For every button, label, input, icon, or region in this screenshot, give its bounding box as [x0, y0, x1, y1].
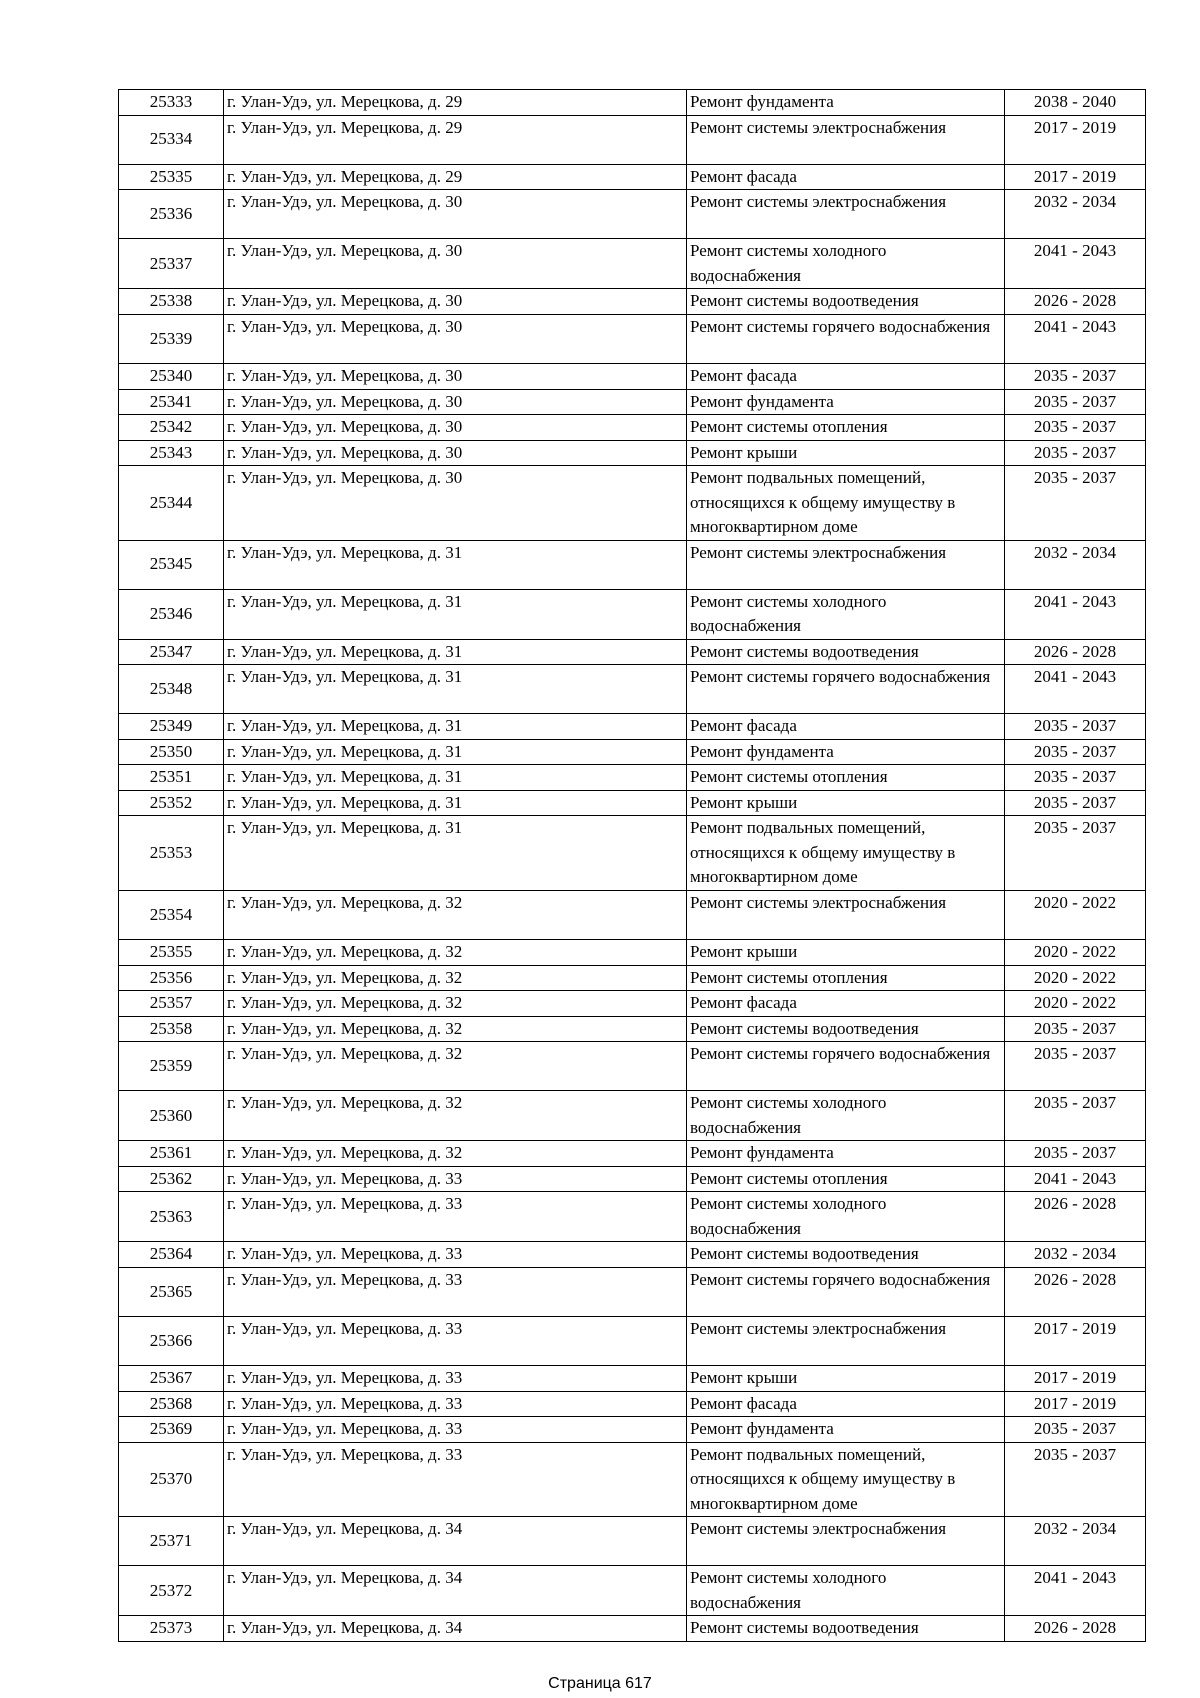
row-number: 25359: [119, 1042, 224, 1091]
row-address: г. Улан-Удэ, ул. Мерецкова, д. 31: [224, 790, 687, 816]
row-years: 2020 - 2022: [1005, 890, 1146, 939]
row-years: 2035 - 2037: [1005, 1042, 1146, 1091]
row-address: г. Улан-Удэ, ул. Мерецкова, д. 34: [224, 1616, 687, 1642]
row-address: г. Улан-Удэ, ул. Мерецкова, д. 33: [224, 1317, 687, 1366]
row-number: 25342: [119, 415, 224, 441]
row-address: г. Улан-Удэ, ул. Мерецкова, д. 33: [224, 1192, 687, 1242]
row-number: 25363: [119, 1192, 224, 1242]
row-address: г. Улан-Удэ, ул. Мерецкова, д. 32: [224, 940, 687, 966]
row-years: 2032 - 2034: [1005, 1517, 1146, 1566]
row-address: г. Улан-Удэ, ул. Мерецкова, д. 30: [224, 389, 687, 415]
row-work-type: Ремонт фасада: [687, 991, 1005, 1017]
table-row: [119, 790, 1146, 816]
row-address: г. Улан-Удэ, ул. Мерецкова, д. 31: [224, 540, 687, 589]
table-row: [119, 239, 1146, 289]
row-number: 25343: [119, 440, 224, 466]
row-work-type: Ремонт системы водоотведения: [687, 1016, 1005, 1042]
table-row: [119, 890, 1146, 939]
table-row: [119, 1141, 1146, 1167]
row-work-type: Ремонт системы отопления: [687, 765, 1005, 791]
row-address: г. Улан-Удэ, ул. Мерецкова, д. 32: [224, 1091, 687, 1141]
row-work-type: Ремонт фасада: [687, 164, 1005, 190]
row-work-type: Ремонт фундамента: [687, 739, 1005, 765]
row-years: 2035 - 2037: [1005, 1016, 1146, 1042]
table-row: [119, 665, 1146, 714]
row-number: 25358: [119, 1016, 224, 1042]
row-address: г. Улан-Удэ, ул. Мерецкова, д. 32: [224, 1141, 687, 1167]
row-work-type: Ремонт фундамента: [687, 1141, 1005, 1167]
row-years: 2035 - 2037: [1005, 765, 1146, 791]
table-row: [119, 415, 1146, 441]
row-address: г. Улан-Удэ, ул. Мерецкова, д. 34: [224, 1566, 687, 1616]
row-address: г. Улан-Удэ, ул. Мерецкова, д. 32: [224, 991, 687, 1017]
row-number: 25340: [119, 364, 224, 390]
row-address: г. Улан-Удэ, ул. Мерецкова, д. 30: [224, 364, 687, 390]
row-years: 2026 - 2028: [1005, 1616, 1146, 1642]
row-address: г. Улан-Удэ, ул. Мерецкова, д. 33: [224, 1267, 687, 1316]
row-address: г. Улан-Удэ, ул. Мерецкова, д. 31: [224, 714, 687, 740]
row-years: 2026 - 2028: [1005, 1192, 1146, 1242]
row-address: г. Улан-Удэ, ул. Мерецкова, д. 31: [224, 639, 687, 665]
table-row: [119, 1267, 1146, 1316]
table-row: [119, 1091, 1146, 1141]
row-address: г. Улан-Удэ, ул. Мерецкова, д. 31: [224, 739, 687, 765]
row-address: г. Улан-Удэ, ул. Мерецкова, д. 33: [224, 1417, 687, 1443]
row-number: 25350: [119, 739, 224, 765]
row-work-type: Ремонт системы горячего водоснабжения: [687, 314, 1005, 363]
row-address: г. Улан-Удэ, ул. Мерецкова, д. 29: [224, 115, 687, 164]
table-row: [119, 1417, 1146, 1443]
row-address: г. Улан-Удэ, ул. Мерецкова, д. 30: [224, 314, 687, 363]
row-number: 25373: [119, 1616, 224, 1642]
row-number: 25372: [119, 1566, 224, 1616]
row-work-type: Ремонт фасада: [687, 364, 1005, 390]
row-work-type: Ремонт системы электроснабжения: [687, 115, 1005, 164]
row-years: 2032 - 2034: [1005, 540, 1146, 589]
row-years: 2026 - 2028: [1005, 1267, 1146, 1316]
row-address: г. Улан-Удэ, ул. Мерецкова, д. 30: [224, 415, 687, 441]
row-number: 25346: [119, 589, 224, 639]
table-row: [119, 1566, 1146, 1616]
row-years: 2035 - 2037: [1005, 466, 1146, 541]
row-number: 25368: [119, 1391, 224, 1417]
row-years: 2035 - 2037: [1005, 1417, 1146, 1443]
row-number: 25353: [119, 816, 224, 891]
row-years: 2026 - 2028: [1005, 639, 1146, 665]
table-row: [119, 639, 1146, 665]
row-address: г. Улан-Удэ, ул. Мерецкова, д. 30: [224, 190, 687, 239]
capital-repair-table: [118, 89, 1146, 1642]
row-work-type: Ремонт системы холодного водоснабжения: [687, 239, 1005, 289]
table-row: [119, 1517, 1146, 1566]
page-number: Страница 617: [548, 1675, 652, 1692]
row-number: 25339: [119, 314, 224, 363]
row-address: г. Улан-Удэ, ул. Мерецкова, д. 32: [224, 1042, 687, 1091]
row-work-type: Ремонт крыши: [687, 790, 1005, 816]
table-row: [119, 739, 1146, 765]
row-years: 2017 - 2019: [1005, 164, 1146, 190]
row-number: 25361: [119, 1141, 224, 1167]
row-address: г. Улан-Удэ, ул. Мерецкова, д. 31: [224, 665, 687, 714]
row-work-type: Ремонт подвальных помещений, относящихся к общему имуществу в многоквартирном доме: [687, 466, 1005, 541]
row-number: 25357: [119, 991, 224, 1017]
row-address: г. Улан-Удэ, ул. Мерецкова, д. 29: [224, 90, 687, 116]
row-work-type: Ремонт системы водоотведения: [687, 639, 1005, 665]
table-row: [119, 1317, 1146, 1366]
row-number: 25354: [119, 890, 224, 939]
row-years: 2035 - 2037: [1005, 790, 1146, 816]
table-row: [119, 314, 1146, 363]
row-years: 2041 - 2043: [1005, 239, 1146, 289]
table-row: [119, 90, 1146, 116]
row-work-type: Ремонт подвальных помещений, относящихся к общему имуществу в многоквартирном доме: [687, 816, 1005, 891]
row-work-type: Ремонт системы горячего водоснабжения: [687, 1042, 1005, 1091]
table-row: [119, 1042, 1146, 1091]
row-years: 2038 - 2040: [1005, 90, 1146, 116]
row-work-type: Ремонт крыши: [687, 940, 1005, 966]
row-years: 2035 - 2037: [1005, 1442, 1146, 1517]
row-years: 2035 - 2037: [1005, 1141, 1146, 1167]
table-row: [119, 466, 1146, 541]
table-row: [119, 1442, 1146, 1517]
row-number: 25344: [119, 466, 224, 541]
table-row: [119, 540, 1146, 589]
row-work-type: Ремонт системы электроснабжения: [687, 1517, 1005, 1566]
row-address: г. Улан-Удэ, ул. Мерецкова, д. 33: [224, 1442, 687, 1517]
row-address: г. Улан-Удэ, ул. Мерецкова, д. 30: [224, 239, 687, 289]
row-work-type: Ремонт системы холодного водоснабжения: [687, 589, 1005, 639]
row-years: 2041 - 2043: [1005, 314, 1146, 363]
table-row: [119, 589, 1146, 639]
row-work-type: Ремонт фасада: [687, 1391, 1005, 1417]
row-number: 25369: [119, 1417, 224, 1443]
row-address: г. Улан-Удэ, ул. Мерецкова, д. 31: [224, 589, 687, 639]
row-address: г. Улан-Удэ, ул. Мерецкова, д. 33: [224, 1391, 687, 1417]
row-work-type: Ремонт системы холодного водоснабжения: [687, 1091, 1005, 1141]
table-body: [119, 90, 1146, 1642]
row-work-type: Ремонт системы электроснабжения: [687, 890, 1005, 939]
table-row: [119, 164, 1146, 190]
row-address: г. Улан-Удэ, ул. Мерецкова, д. 32: [224, 965, 687, 991]
row-work-type: Ремонт системы горячего водоснабжения: [687, 1267, 1005, 1316]
row-years: 2020 - 2022: [1005, 965, 1146, 991]
table-row: [119, 389, 1146, 415]
row-number: 25333: [119, 90, 224, 116]
row-address: г. Улан-Удэ, ул. Мерецкова, д. 33: [224, 1242, 687, 1268]
row-years: 2035 - 2037: [1005, 364, 1146, 390]
row-years: 2017 - 2019: [1005, 1317, 1146, 1366]
row-work-type: Ремонт системы электроснабжения: [687, 1317, 1005, 1366]
row-address: г. Улан-Удэ, ул. Мерецкова, д. 30: [224, 466, 687, 541]
row-years: 2035 - 2037: [1005, 415, 1146, 441]
row-work-type: Ремонт фасада: [687, 714, 1005, 740]
row-work-type: Ремонт системы холодного водоснабжения: [687, 1192, 1005, 1242]
row-years: 2020 - 2022: [1005, 991, 1146, 1017]
row-work-type: Ремонт системы электроснабжения: [687, 540, 1005, 589]
table-row: [119, 965, 1146, 991]
row-work-type: Ремонт системы электроснабжения: [687, 190, 1005, 239]
row-address: г. Улан-Удэ, ул. Мерецкова, д. 33: [224, 1166, 687, 1192]
row-address: г. Улан-Удэ, ул. Мерецкова, д. 32: [224, 890, 687, 939]
row-number: 25365: [119, 1267, 224, 1316]
table-row: [119, 190, 1146, 239]
row-work-type: Ремонт фундамента: [687, 389, 1005, 415]
row-number: 25349: [119, 714, 224, 740]
table-row: [119, 991, 1146, 1017]
row-years: 2017 - 2019: [1005, 115, 1146, 164]
row-address: г. Улан-Удэ, ул. Мерецкова, д. 33: [224, 1366, 687, 1392]
row-number: 25367: [119, 1366, 224, 1392]
row-number: 25370: [119, 1442, 224, 1517]
table-row: [119, 1366, 1146, 1392]
row-work-type: Ремонт системы водоотведения: [687, 289, 1005, 315]
row-number: 25348: [119, 665, 224, 714]
row-work-type: Ремонт крыши: [687, 1366, 1005, 1392]
row-number: 25351: [119, 765, 224, 791]
row-number: 25364: [119, 1242, 224, 1268]
row-address: г. Улан-Удэ, ул. Мерецкова, д. 29: [224, 164, 687, 190]
row-number: 25345: [119, 540, 224, 589]
row-number: 25371: [119, 1517, 224, 1566]
row-number: 25360: [119, 1091, 224, 1141]
table-row: [119, 816, 1146, 891]
row-work-type: Ремонт фундамента: [687, 90, 1005, 116]
row-work-type: Ремонт системы отопления: [687, 415, 1005, 441]
row-work-type: Ремонт системы горячего водоснабжения: [687, 665, 1005, 714]
row-years: 2017 - 2019: [1005, 1391, 1146, 1417]
row-years: 2041 - 2043: [1005, 589, 1146, 639]
row-address: г. Улан-Удэ, ул. Мерецкова, д. 32: [224, 1016, 687, 1042]
row-years: 2026 - 2028: [1005, 289, 1146, 315]
row-number: 25341: [119, 389, 224, 415]
table-row: [119, 765, 1146, 791]
row-address: г. Улан-Удэ, ул. Мерецкова, д. 30: [224, 289, 687, 315]
row-years: 2041 - 2043: [1005, 1566, 1146, 1616]
row-work-type: Ремонт крыши: [687, 440, 1005, 466]
table-row: [119, 440, 1146, 466]
row-number: 25335: [119, 164, 224, 190]
row-years: 2032 - 2034: [1005, 1242, 1146, 1268]
row-years: 2035 - 2037: [1005, 440, 1146, 466]
row-number: 25356: [119, 965, 224, 991]
row-work-type: Ремонт фундамента: [687, 1417, 1005, 1443]
row-years: 2041 - 2043: [1005, 1166, 1146, 1192]
table-row: [119, 940, 1146, 966]
row-work-type: Ремонт системы отопления: [687, 965, 1005, 991]
row-years: 2041 - 2043: [1005, 665, 1146, 714]
row-years: 2035 - 2037: [1005, 739, 1146, 765]
row-years: 2035 - 2037: [1005, 389, 1146, 415]
row-number: 25338: [119, 289, 224, 315]
row-address: г. Улан-Удэ, ул. Мерецкова, д. 31: [224, 816, 687, 891]
row-work-type: Ремонт подвальных помещений, относящихся к общему имуществу в многоквартирном доме: [687, 1442, 1005, 1517]
table-row: [119, 1616, 1146, 1642]
row-number: 25355: [119, 940, 224, 966]
row-years: 2020 - 2022: [1005, 940, 1146, 966]
table-row: [119, 714, 1146, 740]
row-address: г. Улан-Удэ, ул. Мерецкова, д. 34: [224, 1517, 687, 1566]
row-number: 25334: [119, 115, 224, 164]
table-row: [119, 364, 1146, 390]
row-years: 2035 - 2037: [1005, 1091, 1146, 1141]
row-work-type: Ремонт системы отопления: [687, 1166, 1005, 1192]
capital-repair-table-container: [118, 89, 1145, 1642]
row-years: 2035 - 2037: [1005, 816, 1146, 891]
row-years: 2035 - 2037: [1005, 714, 1146, 740]
table-row: [119, 115, 1146, 164]
row-work-type: Ремонт системы холодного водоснабжения: [687, 1566, 1005, 1616]
table-row: [119, 1192, 1146, 1242]
table-row: [119, 1242, 1146, 1268]
table-row: [119, 1166, 1146, 1192]
row-number: 25337: [119, 239, 224, 289]
row-years: 2032 - 2034: [1005, 190, 1146, 239]
row-number: 25366: [119, 1317, 224, 1366]
row-address: г. Улан-Удэ, ул. Мерецкова, д. 31: [224, 765, 687, 791]
row-address: г. Улан-Удэ, ул. Мерецкова, д. 30: [224, 440, 687, 466]
table-row: [119, 1391, 1146, 1417]
row-number: 25347: [119, 639, 224, 665]
row-number: 25336: [119, 190, 224, 239]
row-work-type: Ремонт системы водоотведения: [687, 1616, 1005, 1642]
table-row: [119, 1016, 1146, 1042]
row-number: 25362: [119, 1166, 224, 1192]
row-work-type: Ремонт системы водоотведения: [687, 1242, 1005, 1268]
table-row: [119, 289, 1146, 315]
row-years: 2017 - 2019: [1005, 1366, 1146, 1392]
row-number: 25352: [119, 790, 224, 816]
